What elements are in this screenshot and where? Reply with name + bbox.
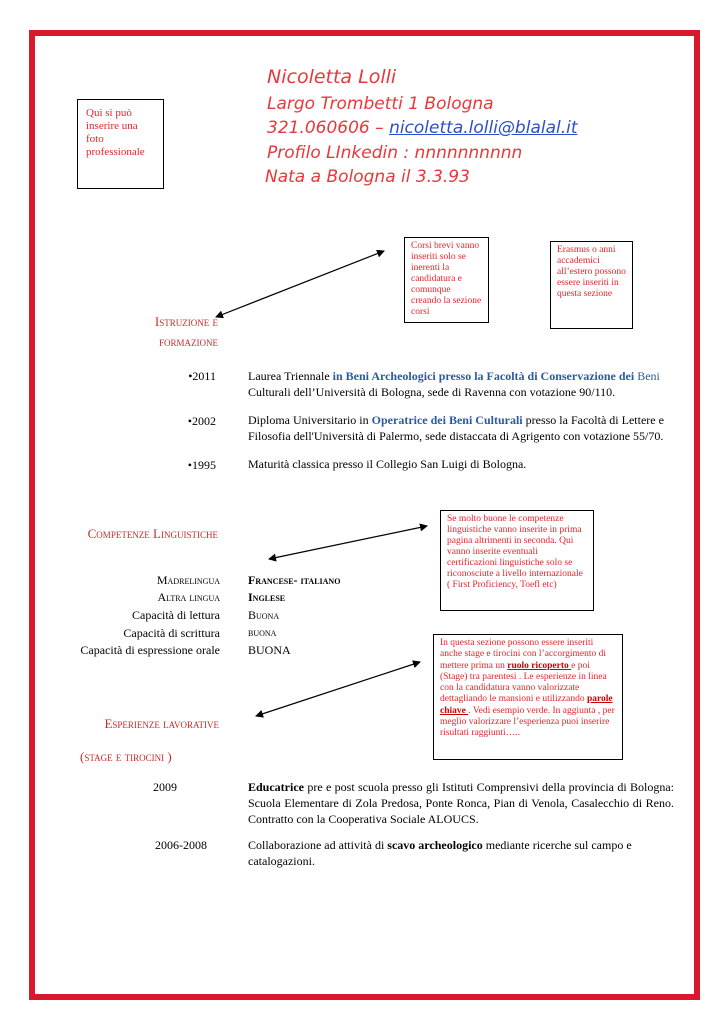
education-year-3: •1995 — [187, 458, 216, 472]
lang-value-altra: Inglese — [248, 590, 286, 604]
work-item-2 — [248, 837, 674, 869]
education-year-2: •2002 — [187, 414, 216, 428]
education-item-1 — [248, 368, 678, 400]
email-link[interactable]: nicoletta.lolli@blalal.it — [389, 118, 578, 138]
address: Largo Trombetti 1 Bologna — [267, 94, 494, 114]
languages-title: Competenze Linguistiche — [87, 526, 218, 541]
lang-value-scrittura: buona — [248, 627, 277, 639]
work-item-2-bold: scavo archeologico — [387, 838, 483, 852]
lang-label-madrelingua: Madrelingua — [156, 573, 220, 587]
education-item-2-b: Operatrice dei Beni Culturali — [371, 413, 523, 427]
lang-value-lettura: Buona — [248, 608, 280, 622]
work-year-1: 2009 — [153, 780, 177, 794]
education-item-1-b: in Beni Archeologici presso la Facoltà di Conservazione dei — [332, 369, 635, 383]
lang-label-lettura: Capacità di lettura — [132, 608, 220, 622]
note-stage-ruolo: ruolo ricoperto — [507, 660, 572, 671]
work-item-1-role: Educatrice — [248, 780, 304, 794]
education-item-2 — [248, 412, 678, 444]
linkedin: Profilo LInkedin : nnnnnnnnnn — [267, 143, 523, 163]
lang-value-madrelingua: Francese- italiano — [248, 573, 341, 587]
education-item-1-a: Laurea Triennale — [248, 369, 333, 383]
education-item-1-d: Culturali dell’Università di Bologna, sede di Ravenna con votazione 90/110. — [248, 385, 616, 399]
education-title-line-1: Istruzione e — [154, 314, 218, 329]
education-item-1-c: Beni — [634, 369, 660, 383]
birth-info: Nata a Bologna il 3.3.93 — [265, 167, 470, 187]
note-stage-text-3: . Vedi esempio verde. In aggiunta , per meglio valorizzare l’esperienza puoi inserire risultati raggiunti….. — [440, 705, 615, 739]
work-item-2-text: mediante ricerche sul campo e catalogazioni. — [248, 838, 632, 868]
work-year-2: 2006-2008 — [155, 838, 207, 852]
note-corsi: Corsi brevi vanno inseriti solo se inerenti la candidatura e comunque creando la sezione corsi — [404, 237, 489, 323]
lang-value-orale: BUONA — [248, 643, 291, 657]
work-title: Esperienze lavorative — [104, 716, 219, 731]
note-stage-parole: parole chiave — [440, 694, 613, 716]
candidate-name: Nicoletta Lolli — [267, 66, 397, 88]
note-lingue: Se molto buone le competenze linguistiche vanno inserite in prima pagina altrimenti in seconda. Qui vanno inserite eventuali certificazioni linguistiche solo se riconosciute a livello internazionale ( First Proficiency, Toefl etc) — [440, 510, 594, 611]
education-item-2-a: Diploma Universitario in — [248, 413, 372, 427]
education-item-2-c: presso la Facoltà di Lettere e — [522, 413, 664, 427]
education-item-3: Maturità classica presso il Collegio San Luigi di Bologna. — [248, 457, 527, 471]
lang-label-orale: Capacità di espressione orale — [80, 643, 220, 657]
work-item-1-text: pre e post scuola presso gli Istituti Comprensivi della provincia di Bologna: Scuola Elementare di Zola Predosa, Ponte Ronca, Pian di Venola, Casalecchio di Reno. Contratto con la Cooperativa Sociale ALOUCS. — [248, 780, 674, 826]
education-item-2-d: Filosofia dell'Università di Palermo, sede distaccata di Agrigento con votazione 55/70. — [248, 429, 664, 443]
arrow-lingue — [269, 526, 427, 559]
work-subtitle: (stage e tirocini ) — [80, 749, 172, 764]
note-stage-text-2: e poi (Stage) tra parentesi . Le esperienze in linea con la candidatura vanno valorizzate dettagliando le mansioni e utilizzando — [440, 660, 607, 705]
work-item-2-pre: Collaborazione ad attività di — [248, 838, 388, 852]
note-stage-text-1: In questa sezione possono essere inseriti anche stage e tirocini con l’accorgimento di mettere prima un — [440, 638, 607, 671]
arrow-corsi — [216, 251, 384, 317]
education-title — [142, 312, 218, 352]
education-year-1: •2011 — [188, 369, 216, 383]
education-title-line-2: formazione — [158, 334, 218, 349]
lang-label-altra: Altra lingua — [157, 590, 220, 604]
arrow-stage — [256, 662, 420, 716]
photo-placeholder-box: Qui si può inserire una foto professionale — [77, 99, 164, 189]
phone: 321.060606 – — [267, 118, 390, 138]
lang-label-scrittura: Capacità di scrittura — [123, 626, 220, 640]
work-item-1 — [248, 779, 674, 827]
note-erasmus: Erasmus o anni accademici all’estero possono essere inseriti in questa sezione — [550, 241, 633, 329]
